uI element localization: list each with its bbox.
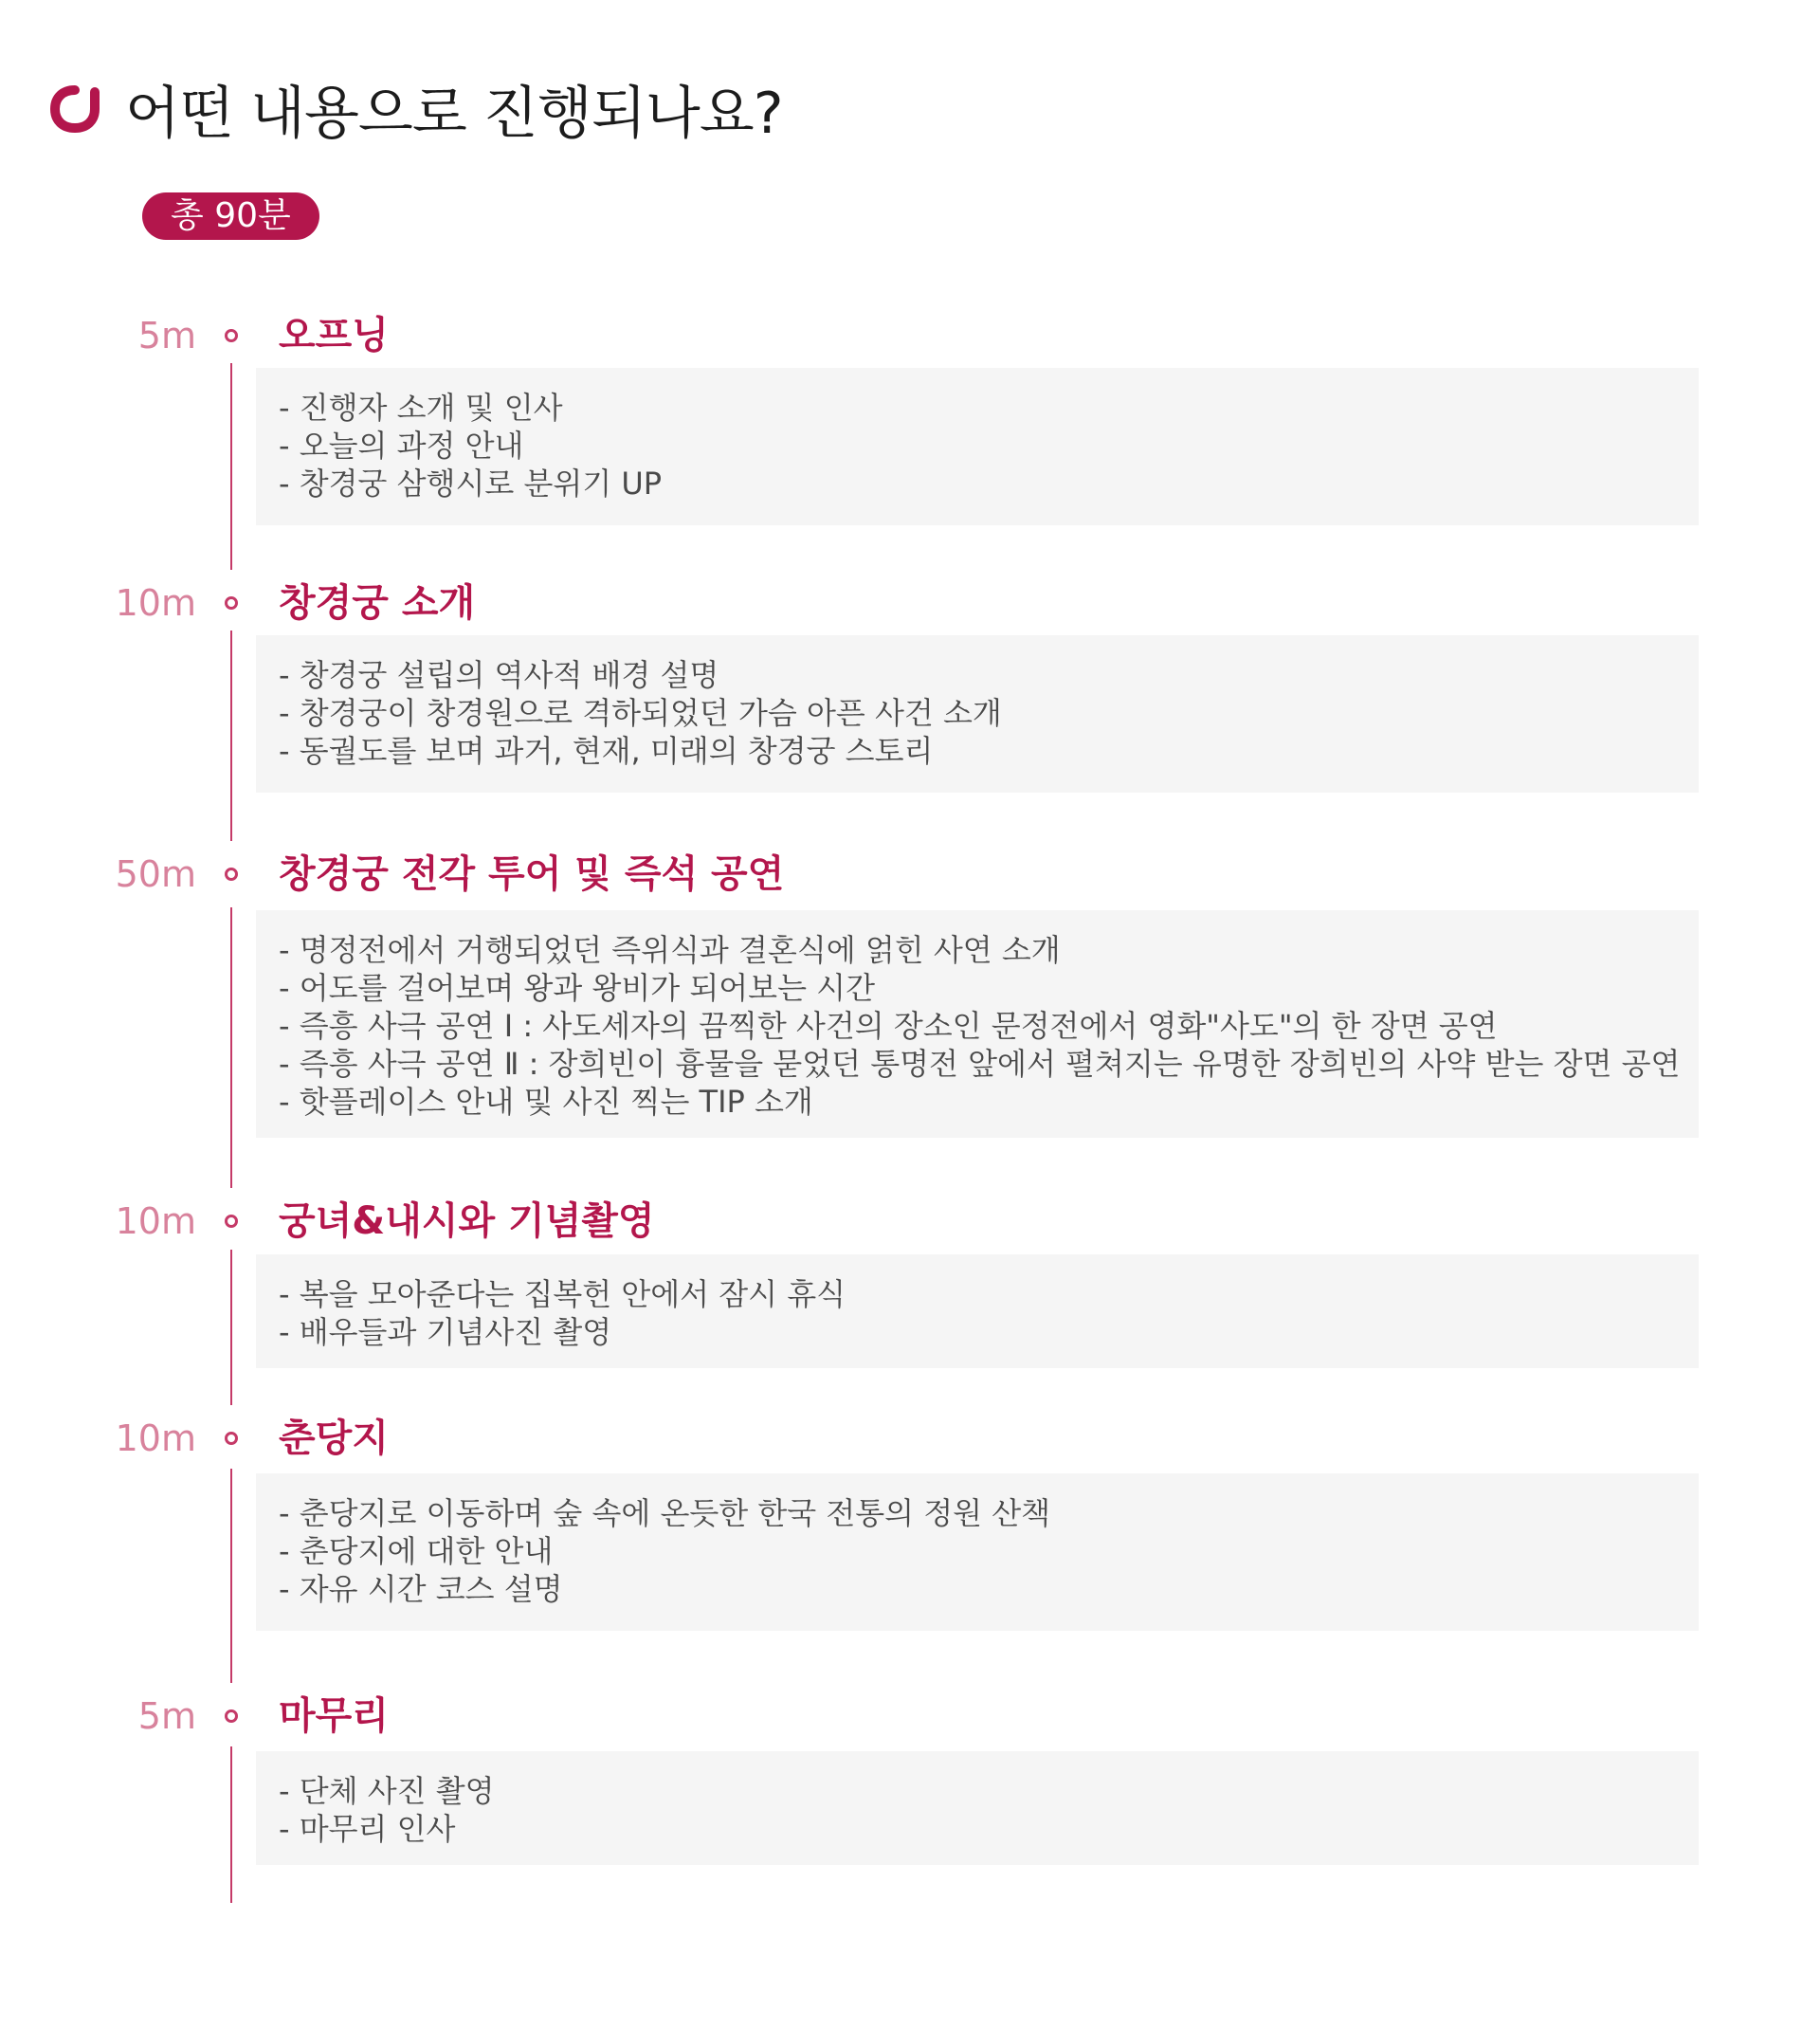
detail-item: - 복을 모아준다는 집복헌 안에서 잠시 휴식 <box>279 1276 846 1312</box>
section-title: 춘당지 <box>279 1417 389 1460</box>
timeline-dot-icon <box>225 329 238 342</box>
timeline-line <box>230 631 232 841</box>
section-detail-box <box>256 368 1699 525</box>
detail-item: - 자유 시간 코스 설명 <box>279 1571 563 1607</box>
page-title: 어떤 내용으로 진행되나요? <box>125 81 783 147</box>
timeline-dot-icon <box>225 1215 238 1228</box>
section-duration: 10m <box>115 582 196 624</box>
detail-item: - 핫플레이스 안내 및 사진 찍는 TIP 소개 <box>279 1084 813 1120</box>
section-detail-box <box>256 1254 1699 1368</box>
section-detail-box <box>256 1473 1699 1631</box>
detail-item: - 동궐도를 보며 과거, 현재, 미래의 창경궁 스토리 <box>279 733 934 769</box>
detail-item: - 어도를 걸어보며 왕과 왕비가 되어보는 시간 <box>279 970 875 1006</box>
detail-item: - 명정전에서 거행되었던 즉위식과 결혼식에 얽힌 사연 소개 <box>279 932 1061 968</box>
section-title: 궁녀&내시와 기념촬영 <box>279 1199 655 1243</box>
detail-item: - 단체 사진 촬영 <box>279 1773 495 1809</box>
detail-item: - 즉흥 사극 공연 Ⅱ : 장희빈이 흉물을 묻었던 통명전 앞에서 펼쳐지는 유명한 장희빈의 사약 받는 장면 공연 <box>279 1046 1681 1082</box>
detail-item: - 춘당지로 이동하며 숲 속에 온듯한 한국 전통의 정원 산책 <box>279 1495 1051 1531</box>
section-duration: 10m <box>115 1417 196 1459</box>
detail-item: - 창경궁이 창경원으로 격하되었던 가슴 아픈 사건 소개 <box>279 695 1002 731</box>
timeline-dot-icon <box>225 596 238 610</box>
section-title: 창경궁 소개 <box>279 581 476 625</box>
section-duration: 50m <box>115 853 196 895</box>
timeline-line <box>230 1746 232 1903</box>
section-detail-box <box>256 635 1699 793</box>
detail-item: - 배우들과 기념사진 촬영 <box>279 1314 612 1350</box>
detail-item: - 진행자 소개 및 인사 <box>279 390 563 426</box>
section-title: 오프닝 <box>279 314 389 357</box>
timeline-dot-icon <box>225 868 238 881</box>
timeline-dot-icon <box>225 1432 238 1445</box>
timeline-dot-icon <box>225 1709 238 1723</box>
total-duration-badge: 총 90분 <box>142 192 319 240</box>
timeline-line <box>230 363 232 570</box>
timeline-line <box>230 907 232 1188</box>
section-duration: 5m <box>137 1695 196 1737</box>
detail-item: - 즉흥 사극 공연 Ⅰ : 사도세자의 끔찍한 사건의 장소인 문정전에서 영화"사도"의 한 장면 공연 <box>279 1008 1498 1044</box>
detail-item: - 창경궁 설립의 역사적 배경 설명 <box>279 657 719 693</box>
detail-item: - 창경궁 삼행시로 분위기 UP <box>279 466 663 502</box>
section-detail-box <box>256 910 1699 1138</box>
section-detail-box <box>256 1751 1699 1865</box>
timeline-line <box>230 1250 232 1405</box>
section-title: 마무리 <box>279 1694 389 1738</box>
section-duration: 10m <box>115 1200 196 1242</box>
section-title: 창경궁 전각 투어 및 즉석 공연 <box>279 852 785 896</box>
section-duration: 5m <box>137 315 196 356</box>
detail-item: - 마무리 인사 <box>279 1811 456 1847</box>
timeline-line <box>230 1469 232 1683</box>
detail-item: - 춘당지에 대한 안내 <box>279 1533 554 1569</box>
detail-item: - 오늘의 과정 안내 <box>279 428 524 464</box>
